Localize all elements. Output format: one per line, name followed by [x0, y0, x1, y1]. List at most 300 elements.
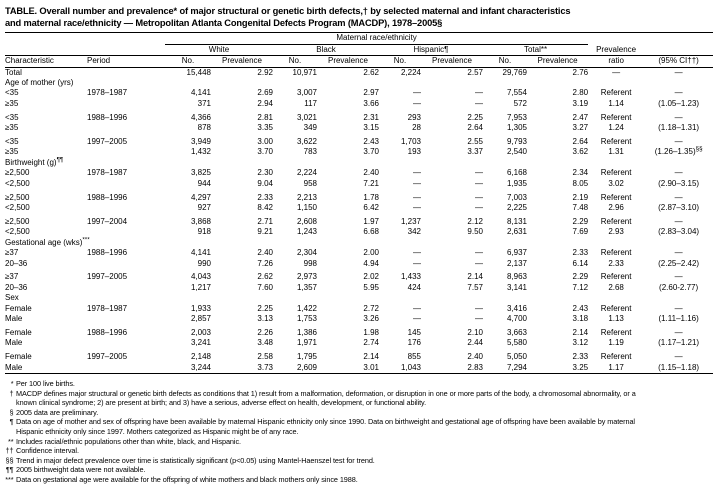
cell-total-prevalence: 2.19	[572, 192, 589, 202]
table-row	[5, 272, 713, 282]
cell-hispanic-prevalence: —	[475, 258, 483, 268]
cell-white-no: 3,244	[190, 362, 211, 372]
cell-prevalence-ratio: 2.68	[608, 282, 624, 292]
row-period: 1988–1996	[87, 112, 128, 122]
cell-white-no: 3,825	[190, 168, 211, 178]
row-label: <2,500	[5, 203, 30, 212]
cell-black-prevalence: 2.62	[363, 67, 379, 77]
row-label: Female	[5, 327, 32, 337]
cell-hispanic-prevalence: 3.37	[467, 147, 483, 157]
cell-total-no: 2,631	[506, 227, 527, 237]
cell-confidence-interval: —	[674, 303, 683, 313]
cell-white-no: 4,297	[190, 192, 211, 202]
title-line-1: TABLE. Overall number and prevalence* of major structural or genetic birth defects,† by selected maternal and infant characteristics	[5, 6, 571, 16]
table-row	[5, 113, 713, 123]
cell-black-no: 117	[304, 98, 317, 108]
cell-total-prevalence: 7.48	[572, 203, 589, 212]
row-period: 1997–2004	[87, 216, 128, 226]
cell-total-prevalence: 3.62	[572, 147, 589, 157]
cell-prevalence-ratio: 1.31	[608, 147, 624, 157]
cell-prevalence-ratio: 2.96	[608, 203, 624, 212]
footnote-text: Confidence interval.	[16, 446, 79, 456]
cell-total-prevalence: 2.33	[572, 352, 589, 362]
cell-hispanic-prevalence: —	[475, 248, 483, 258]
table-section-header	[5, 158, 713, 168]
row-period: 1978–1987	[87, 168, 128, 178]
cell-hispanic-prevalence: 9.50	[467, 227, 483, 237]
cell-black-no: 349	[303, 123, 317, 133]
section-label: Birthweight (g)¶¶	[5, 156, 64, 167]
section-label: Age of mother (yrs)	[5, 78, 74, 88]
cell-white-prevalence: 2.71	[257, 216, 273, 226]
row-label: ≥35	[5, 98, 19, 108]
row-label: ≥37	[5, 272, 19, 282]
cell-white-prevalence: 2.58	[257, 352, 273, 362]
table-section-header	[5, 238, 713, 248]
cell-black-prevalence: 3.15	[363, 123, 379, 133]
cell-black-prevalence: 3.01	[363, 362, 379, 372]
page-title	[5, 5, 636, 29]
column-header-characteristic: Characteristic	[5, 56, 54, 66]
cell-hispanic-no: —	[413, 314, 421, 324]
row-label: Male	[5, 338, 23, 348]
row-label: ≥2,500	[5, 192, 30, 202]
cell-total-no: 2,137	[506, 258, 527, 268]
column-header-black-prevalence: Prevalence	[327, 56, 369, 66]
cell-white-no: 2,148	[190, 352, 211, 362]
cell-hispanic-prevalence: 2.44	[467, 338, 483, 348]
cell-black-prevalence: 3.26	[363, 314, 379, 324]
cell-confidence-interval: (2.87–3.10)	[658, 203, 700, 212]
cell-confidence-interval: —	[674, 352, 683, 362]
cell-hispanic-no: —	[413, 88, 421, 98]
cell-total-prevalence: 3.12	[572, 338, 589, 348]
column-header-total-prevalence: Prevalence	[537, 56, 578, 66]
cell-hispanic-no: —	[413, 178, 421, 188]
race-group-header-row	[5, 33, 713, 44]
table-row	[5, 137, 713, 147]
table-row	[5, 179, 713, 189]
cell-hispanic-no: 1,433	[400, 272, 421, 282]
cell-hispanic-prevalence: —	[475, 314, 483, 324]
cell-prevalence-ratio: Referent	[600, 303, 632, 313]
cell-confidence-interval: (1.15–1.18)	[658, 362, 700, 372]
cell-black-no: 1,422	[296, 303, 317, 313]
cell-total-no: 7,554	[506, 88, 527, 98]
row-label: Female	[5, 303, 32, 313]
cell-black-no: 998	[303, 258, 317, 268]
row-label: <2,500	[5, 178, 30, 188]
cell-total-no: 8,131	[506, 216, 527, 226]
cell-hispanic-no: —	[413, 258, 421, 268]
cell-white-no: 15,448	[186, 67, 211, 77]
cell-prevalence-ratio: Referent	[600, 248, 632, 258]
cell-hispanic-no: —	[413, 248, 421, 258]
cell-hispanic-no: —	[413, 192, 421, 202]
cell-black-no: 1,795	[296, 352, 317, 362]
cell-total-no: 8,963	[506, 272, 527, 282]
cell-prevalence-ratio: Referent	[600, 112, 632, 122]
footnote-text: 2005 birthweight data were not available.	[16, 465, 146, 475]
cell-white-no: 2,003	[190, 327, 211, 337]
cell-hispanic-prevalence: 2.57	[467, 67, 483, 77]
cell-hispanic-prevalence: 2.40	[467, 352, 483, 362]
footnote	[5, 379, 636, 389]
cell-total-prevalence: 2.43	[572, 303, 589, 313]
cell-white-prevalence: 2.69	[257, 88, 273, 98]
cell-white-no: 927	[197, 203, 211, 212]
cell-white-no: 4,366	[190, 112, 211, 122]
title-line-2: and maternal race/ethnicity — Metropolitan Atlanta Congenital Defects Program (MACDP), 1978–2005§	[5, 18, 443, 29]
group-header-black: Black	[273, 44, 379, 55]
footnote-text: Data on gestational age were available for the offspring of white mothers and black mothers only since 1988.	[16, 475, 358, 485]
cell-total-prevalence: 2.34	[572, 168, 589, 178]
row-period	[87, 338, 165, 348]
row-label: <2,500	[5, 227, 30, 237]
cell-white-prevalence: 2.94	[257, 98, 273, 108]
cell-white-prevalence: 3.00	[257, 137, 273, 147]
cell-hispanic-prevalence: —	[475, 192, 483, 202]
cell-white-no: 1,933	[190, 303, 211, 313]
cell-white-no: 3,241	[190, 338, 211, 348]
cell-total-no: 3,663	[506, 327, 527, 337]
cell-black-prevalence: 4.94	[363, 258, 379, 268]
cell-hispanic-prevalence: 7.57	[467, 282, 483, 292]
cell-total-no: 1,305	[506, 123, 527, 133]
cell-prevalence-ratio: Referent	[600, 88, 632, 98]
cell-hispanic-prevalence: 2.14	[467, 272, 483, 282]
cell-black-no: 1,386	[296, 327, 317, 337]
cell-white-prevalence: 3.73	[257, 362, 273, 372]
cell-white-prevalence: 2.81	[257, 112, 273, 122]
cell-hispanic-prevalence: —	[475, 303, 483, 313]
cell-black-prevalence: 5.95	[363, 282, 379, 292]
row-period	[87, 147, 165, 157]
cell-white-prevalence: 7.26	[257, 258, 273, 268]
cell-hispanic-prevalence: 2.12	[467, 216, 483, 226]
cell-total-no: 3,416	[506, 303, 527, 313]
cell-white-no: 1,217	[190, 282, 211, 292]
row-label: <35	[5, 112, 19, 122]
cell-total-prevalence: 2.76	[572, 67, 589, 77]
cell-black-no: 783	[303, 147, 317, 157]
cell-hispanic-no: 193	[407, 147, 421, 157]
group-label-row	[5, 44, 713, 55]
footnote-marker: §	[9, 407, 14, 417]
cell-confidence-interval: (2.25–2.42)	[658, 258, 700, 268]
cell-confidence-interval: —	[674, 248, 683, 258]
cell-white-no: 3,868	[190, 216, 211, 226]
row-period	[87, 99, 165, 109]
cell-hispanic-prevalence: 2.83	[467, 362, 483, 372]
cell-hispanic-prevalence: —	[475, 203, 483, 212]
cell-black-prevalence: 3.70	[363, 147, 379, 157]
cell-total-no: 572	[513, 98, 527, 108]
row-period: 1997–2005	[87, 272, 128, 282]
cell-hispanic-no: 855	[407, 352, 421, 362]
cell-prevalence-ratio: Referent	[600, 352, 632, 362]
cell-black-no: 10,971	[292, 67, 317, 77]
table-row	[5, 147, 713, 157]
cell-hispanic-no: 1,703	[400, 137, 421, 147]
row-label: <35	[5, 88, 19, 98]
cell-total-no: 1,935	[506, 178, 527, 188]
cell-confidence-interval: (2.83–3.04)	[658, 227, 700, 237]
cell-prevalence-ratio: —	[612, 67, 621, 77]
cell-black-prevalence: 2.72	[363, 303, 379, 313]
row-period	[87, 179, 165, 189]
row-label: Total	[5, 67, 22, 77]
cell-black-no: 1,753	[296, 314, 317, 324]
cell-confidence-interval: —	[674, 168, 683, 178]
cell-white-prevalence: 3.35	[257, 123, 273, 133]
footnote-text: Includes racial/ethnic populations other than white, black, and Hispanic.	[16, 436, 241, 446]
cell-white-no: 4,043	[190, 272, 211, 282]
row-period: 1988–1996	[87, 327, 128, 337]
cell-black-no: 2,213	[296, 192, 317, 202]
cell-prevalence-ratio: Referent	[600, 327, 632, 337]
cell-total-no: 2,540	[506, 147, 527, 157]
cell-white-no: 4,141	[190, 88, 211, 98]
cell-white-prevalence: 9.04	[257, 178, 273, 188]
cell-white-prevalence: 3.13	[257, 314, 273, 324]
table-row	[5, 283, 713, 293]
cell-white-no: 1,432	[190, 147, 211, 157]
table-bottom-rule	[5, 374, 713, 377]
cell-black-no: 958	[303, 178, 317, 188]
cell-confidence-interval: (1.11–1.16)	[658, 314, 699, 324]
cell-hispanic-no: 1,043	[400, 362, 421, 372]
cell-total-prevalence: 3.18	[572, 314, 589, 324]
cell-confidence-interval: —	[674, 112, 683, 122]
cell-white-no: 4,141	[190, 248, 211, 258]
cell-black-prevalence: 1.98	[363, 327, 379, 337]
cell-white-prevalence: 3.48	[257, 338, 273, 348]
cell-confidence-interval: (2.90–3.15)	[658, 178, 700, 188]
cell-white-prevalence: 8.42	[257, 203, 273, 212]
row-label: ≥35	[5, 147, 19, 157]
cell-white-prevalence: 3.70	[257, 147, 273, 157]
cell-hispanic-prevalence: —	[475, 88, 483, 98]
cell-white-prevalence: 2.62	[257, 272, 273, 282]
cell-confidence-interval: —	[674, 327, 683, 337]
table-row	[5, 363, 713, 374]
cell-total-prevalence: 2.80	[572, 88, 589, 98]
row-period: 1988–1996	[87, 248, 128, 258]
row-period	[87, 363, 165, 374]
table-section-header	[5, 78, 713, 88]
cell-total-no: 29,769	[502, 67, 527, 77]
cell-black-no: 2,224	[296, 168, 317, 178]
table-row	[5, 168, 713, 178]
footnote-text: Trend in major defect prevalence over time is statistically significant (p<0.05) using Mantel-Haenszel test for trend.	[16, 455, 375, 465]
cell-total-no: 5,580	[506, 338, 527, 348]
cell-hispanic-no: 293	[407, 112, 421, 122]
cell-confidence-interval: —	[674, 216, 683, 226]
column-header-white-prevalence: Prevalence	[221, 56, 263, 66]
cell-black-no: 2,304	[296, 248, 317, 258]
footnote	[5, 408, 636, 418]
prevalence-ratio-header-line2: ratio	[608, 56, 624, 66]
maternal-race-ethnicity-header: Maternal race/ethnicity	[165, 33, 588, 44]
row-period: 1997–2005	[87, 352, 128, 362]
cell-hispanic-no: —	[413, 98, 421, 108]
table-row-total	[5, 67, 713, 78]
cell-hispanic-no: 176	[407, 338, 421, 348]
footnote-marker: ¶¶	[5, 465, 14, 475]
row-period	[87, 314, 165, 324]
row-label: 20–36	[5, 282, 28, 292]
cell-black-no: 1,357	[296, 282, 317, 292]
cell-total-no: 6,168	[506, 168, 527, 178]
cell-prevalence-ratio: 2.93	[608, 227, 624, 237]
cell-hispanic-prevalence: 2.64	[467, 123, 483, 133]
cell-prevalence-ratio: Referent	[600, 137, 632, 147]
column-header-ci: (95% CI††)	[658, 56, 699, 66]
footnote	[5, 456, 636, 466]
cell-total-no: 3,141	[506, 282, 527, 292]
cell-black-prevalence: 2.74	[363, 338, 379, 348]
column-header-black-no: No.	[288, 56, 302, 66]
cell-total-no: 5,050	[506, 352, 527, 362]
cell-total-prevalence: 7.12	[572, 282, 589, 292]
footnote-marker: ¶	[9, 417, 14, 427]
footnote-marker: *	[10, 379, 14, 389]
cell-black-prevalence: 1.97	[363, 216, 379, 226]
table-row	[5, 227, 713, 237]
row-period: 1988–1996	[87, 192, 128, 202]
cell-prevalence-ratio: 1.19	[608, 338, 624, 348]
cell-white-prevalence: 2.25	[257, 303, 273, 313]
cell-black-prevalence: 6.68	[363, 227, 379, 237]
cell-hispanic-prevalence: 2.55	[467, 137, 483, 147]
cell-black-prevalence: 7.21	[363, 178, 379, 188]
row-period	[87, 283, 165, 293]
footnote	[5, 465, 636, 475]
cell-total-no: 2,225	[506, 203, 527, 212]
section-label: Gestational age (wks)***	[5, 236, 90, 247]
row-period	[87, 227, 165, 237]
cell-prevalence-ratio: 1.13	[608, 314, 624, 324]
cell-prevalence-ratio: Referent	[600, 272, 632, 282]
cell-black-no: 2,973	[296, 272, 317, 282]
footnote	[5, 475, 636, 485]
cell-hispanic-no: —	[413, 303, 421, 313]
cell-white-prevalence: 9.21	[257, 227, 273, 237]
column-header-white-no: No.	[181, 56, 195, 66]
prevalence-table	[5, 32, 713, 376]
cell-total-prevalence: 2.14	[572, 327, 589, 337]
table-row	[5, 193, 713, 203]
row-period	[87, 203, 165, 213]
table-header	[5, 33, 713, 67]
cell-confidence-interval: —	[674, 192, 683, 202]
table-row	[5, 203, 713, 213]
row-period: 1997–2005	[87, 137, 128, 147]
cell-white-no: 371	[197, 98, 211, 108]
cell-white-prevalence: 2.92	[257, 67, 273, 77]
cell-white-prevalence: 2.26	[257, 327, 273, 337]
cell-confidence-interval: (1.26–1.35)§§	[654, 145, 703, 157]
cell-confidence-interval: (2.60-2.77)	[659, 282, 699, 292]
cell-white-prevalence: 2.40	[257, 248, 273, 258]
cell-black-no: 2,608	[296, 216, 317, 226]
table-row	[5, 352, 713, 362]
column-header-hispanic-no: No.	[393, 56, 407, 66]
cell-total-prevalence: 8.05	[572, 178, 589, 188]
cell-black-prevalence: 2.97	[363, 88, 379, 98]
cell-black-prevalence: 6.42	[363, 203, 379, 212]
row-label: ≥2,500	[5, 168, 30, 178]
cell-white-no: 3,949	[190, 137, 211, 147]
table-row	[5, 338, 713, 348]
row-label: ≥2,500	[5, 216, 30, 226]
cell-black-no: 1,150	[296, 203, 317, 212]
table-row	[5, 248, 713, 258]
row-label: <35	[5, 137, 19, 147]
cell-total-prevalence: 3.19	[572, 98, 589, 108]
cell-hispanic-no: —	[413, 203, 421, 212]
cell-total-no: 9,793	[506, 137, 527, 147]
cell-hispanic-prevalence: 2.25	[467, 112, 483, 122]
cell-white-prevalence: 7.60	[257, 282, 273, 292]
cell-total-no: 7,953	[506, 112, 527, 122]
cell-white-no: 2,857	[190, 314, 211, 324]
cell-confidence-interval: (1.17–1.21)	[658, 338, 700, 348]
footnote-marker: **	[7, 436, 14, 446]
cell-black-no: 1,243	[296, 227, 317, 237]
cell-black-prevalence: 3.66	[363, 98, 379, 108]
cell-hispanic-prevalence: 2.10	[467, 327, 483, 337]
cell-total-prevalence: 6.14	[572, 258, 589, 268]
cell-confidence-interval: —	[674, 67, 683, 77]
row-period: 1978–1987	[87, 303, 128, 313]
cell-black-prevalence: 2.43	[363, 137, 379, 147]
cell-total-prevalence: 7.69	[572, 227, 589, 237]
table-body	[5, 67, 713, 376]
row-period	[87, 259, 165, 269]
table-row	[5, 123, 713, 133]
table-row	[5, 88, 713, 98]
table-row	[5, 217, 713, 227]
cell-black-prevalence: 2.00	[363, 248, 379, 258]
row-label: 20–36	[5, 258, 28, 268]
table-row	[5, 328, 713, 338]
group-header-hispanic: Hispanic¶	[379, 44, 483, 55]
footnote	[5, 389, 636, 408]
cell-black-no: 1,971	[296, 338, 317, 348]
cell-prevalence-ratio: 1.24	[608, 123, 624, 133]
cell-confidence-interval: —	[674, 137, 683, 147]
cell-confidence-interval: (1.18–1.31)	[658, 123, 700, 133]
cell-black-no: 2,609	[296, 362, 317, 372]
cell-hispanic-no: 424	[407, 282, 421, 292]
cell-total-prevalence: 3.25	[572, 362, 589, 372]
cell-white-no: 944	[197, 178, 211, 188]
cell-total-prevalence: 2.64	[572, 137, 589, 147]
row-label: Female	[5, 352, 32, 362]
group-header-white: White	[165, 44, 273, 55]
footnote-text: MACDP defines major structural or genetic birth defects as conditions that 1) result from a malformation, deformation, or disruption in one or more parts of the body, a chromosomal abnormality, or a known clinical syndrome; 2) are present at birth; and 3) have a serious, adverse effect on health, development, or functional ability.	[16, 388, 636, 408]
group-header-total: Total**	[483, 44, 588, 55]
cell-prevalence-ratio: 1.14	[608, 98, 624, 108]
cell-black-prevalence: 2.02	[363, 272, 379, 282]
cell-white-no: 990	[197, 258, 211, 268]
row-label: ≥37	[5, 248, 19, 258]
footnotes	[5, 379, 636, 485]
cell-hispanic-prevalence: —	[475, 178, 483, 188]
footnote-text: Per 100 live births.	[16, 379, 75, 389]
